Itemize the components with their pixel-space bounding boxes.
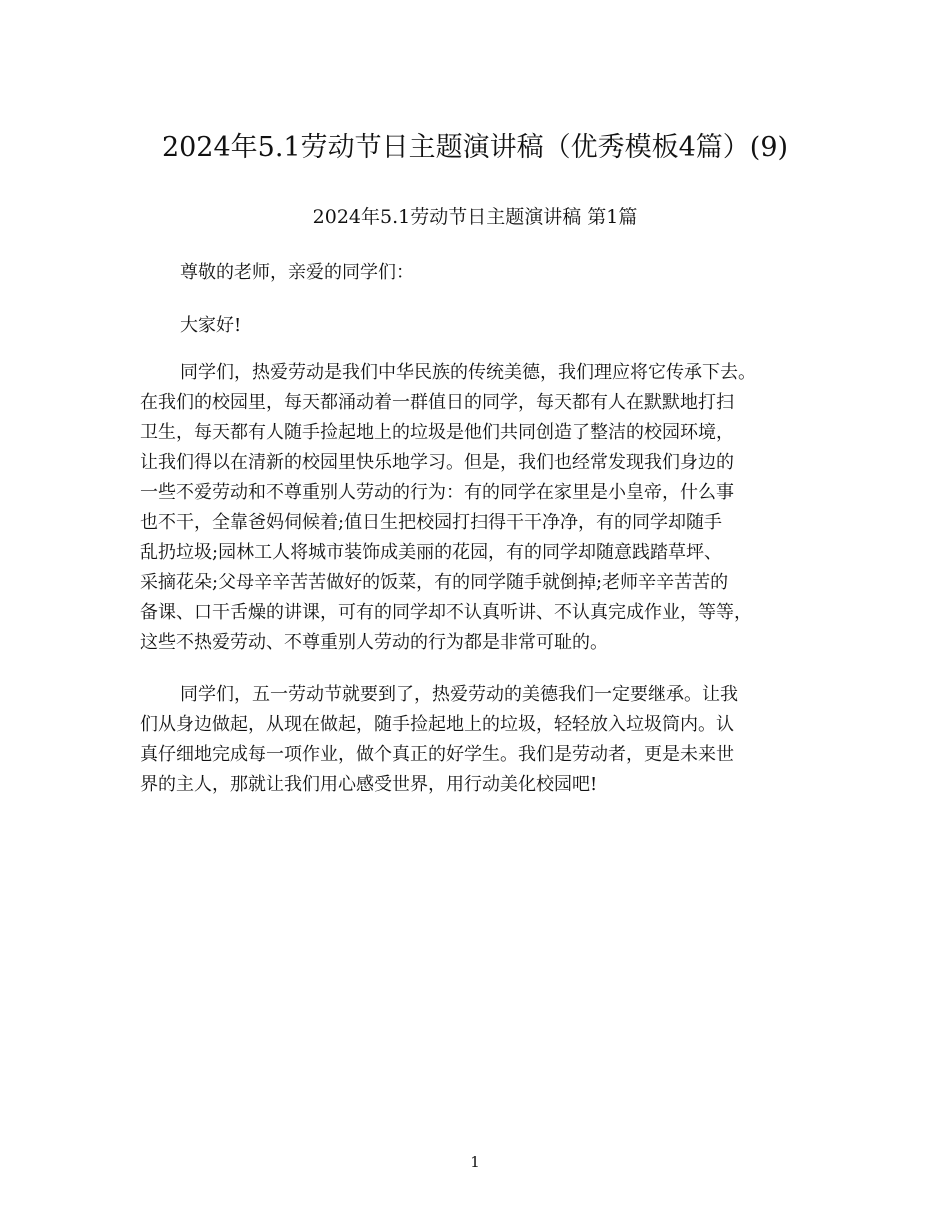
text-line: 让我们得以在清新的校园里快乐地学习。但是，我们也经常发现我们身边的 (140, 452, 734, 473)
text-line: 采摘花朵;父母辛辛苦苦做好的饭菜，有的同学随手就倒掉;老师辛辛苦苦的 (140, 572, 729, 593)
text-line: 在我们的校园里，每天都涌动着一群值日的同学，每天都有人在默默地打扫 (140, 392, 734, 413)
text-line: 乱扔垃圾;园林工人将城市装饰成美丽的花园，有的同学却随意践踏草坪、 (140, 542, 723, 563)
hello-line (140, 311, 870, 341)
text-line: 同学们，热爱劳动是我们中华民族的传统美德，我们理应将它传承下去。 (180, 362, 756, 383)
text-line: 真仔细地完成每一项作业，做个真正的好学生。我们是劳动者，更是未来世 (140, 744, 734, 765)
text-line: 界的主人，那就让我们用心感受世界，用行动美化校园吧! (140, 774, 598, 795)
text-line: 同学们，五一劳动节就要到了，热爱劳动的美德我们一定要继承。让我 (180, 684, 738, 705)
section-heading: 2024年5.1劳动节日主题演讲稿 第1篇 (312, 206, 638, 228)
text-line: 们从身边做起，从现在做起，随手捡起地上的垃圾，轻轻放入垃圾筒内。认 (140, 714, 734, 735)
page-number: 1 (470, 1153, 480, 1171)
document-title: 2024年5.1劳动节日主题演讲稿（优秀模板4篇）(9) (161, 132, 789, 163)
greeting-line (140, 258, 870, 288)
text-line: 也不干，全靠爸妈伺候着;值日生把校园打扫得干干净净，有的同学却随手 (140, 512, 723, 533)
text-line: 卫生，每天都有人随手捡起地上的垃圾是他们共同创造了整洁的校园环境， (140, 422, 734, 443)
text-line: 一些不爱劳动和不尊重别人劳动的行为：有的同学在家里是小皇帝，什么事 (140, 482, 734, 503)
text-line: 大家好! (180, 315, 242, 336)
paragraph-2 (140, 680, 830, 800)
paragraph-1 (140, 358, 830, 658)
text-line: 尊敬的老师，亲爱的同学们： (180, 262, 414, 283)
text-line: 备课、口干舌燥的讲课，可有的同学却不认真听讲、不认真完成作业，等等， (140, 602, 752, 623)
text-line: 这些不热爱劳动、不尊重别人劳动的行为都是非常可耻的。 (140, 632, 608, 653)
